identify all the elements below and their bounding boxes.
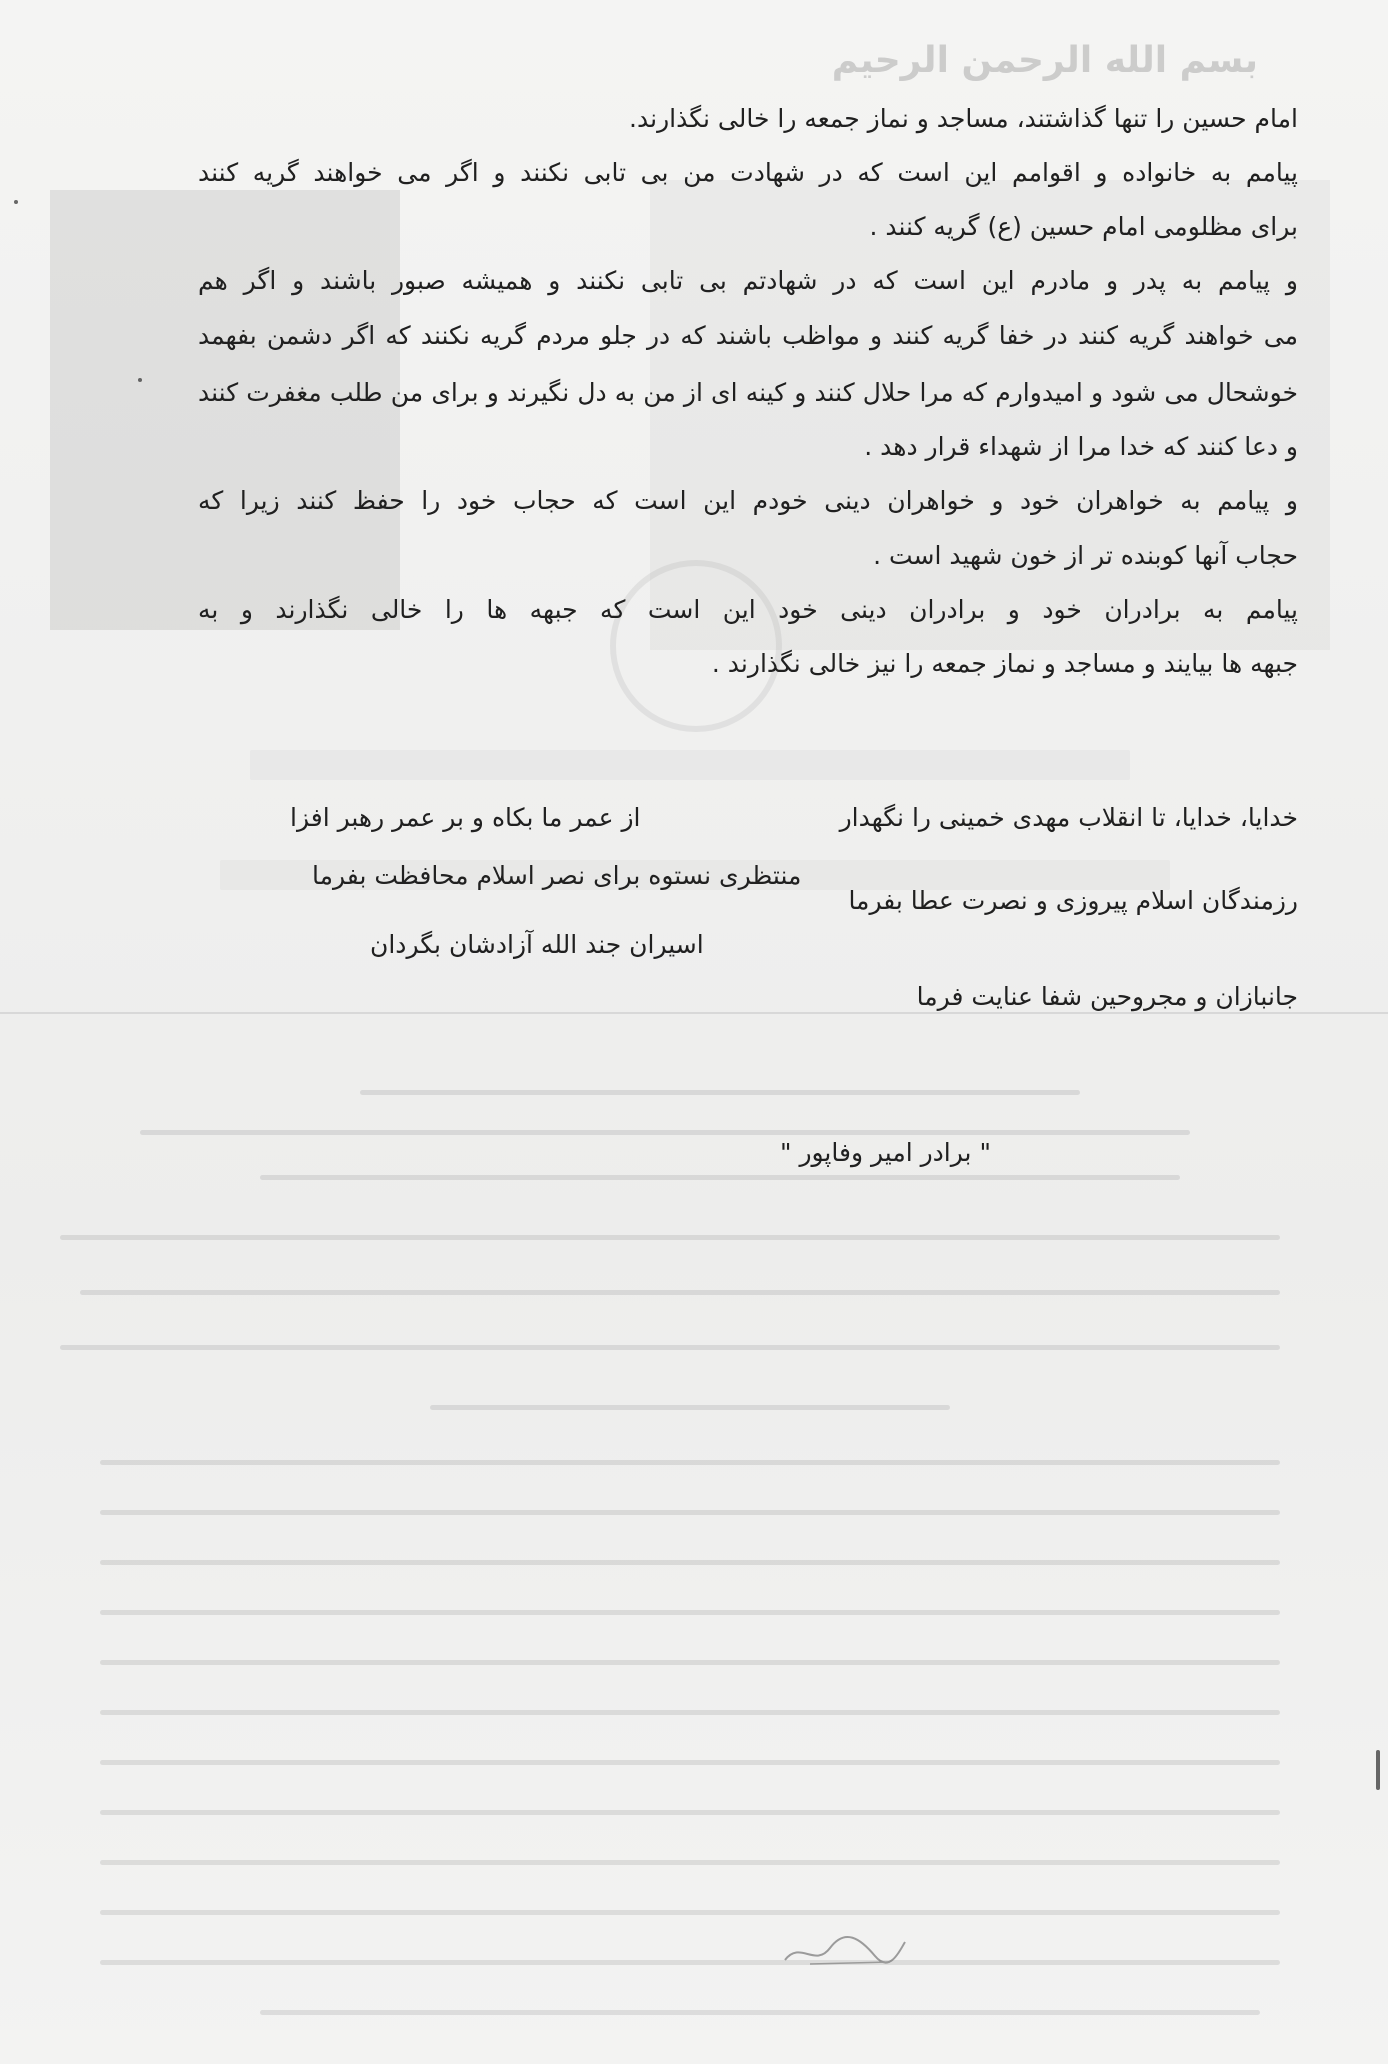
bleed-through-stamp bbox=[610, 560, 782, 732]
bleed-text-line bbox=[140, 1130, 1190, 1135]
bleed-text-line bbox=[100, 1910, 1280, 1915]
ink-speck bbox=[14, 200, 18, 204]
closing-name: " برادر امیر وفاپور " bbox=[780, 1138, 991, 1167]
letter-line: خوشحال می شود و امیدوارم که مرا حلال کنند و کینه ای از من به دل نگیرند و برای من طلب مغفرت کنند bbox=[198, 378, 1298, 407]
prayer-line: خدایا، خدایا، تا انقلاب مهدی خمینی را نگهدار bbox=[839, 803, 1298, 832]
prayer-line: اسیران جند الله آزادشان بگردان bbox=[370, 930, 704, 959]
bleed-text-line bbox=[360, 1090, 1080, 1095]
bleed-text-line bbox=[100, 1960, 1280, 1965]
prayer-line: رزمندگان اسلام پیروزی و نصرت عطا بفرما bbox=[848, 886, 1298, 915]
letter-line: و دعا کنند که خدا مرا از شهداء قرار دهد . bbox=[864, 432, 1298, 461]
ink-speck bbox=[138, 378, 142, 382]
prayer-line: جانبازان و مجروحین شفا عنایت فرما bbox=[916, 982, 1298, 1011]
letter-line: حجاب آنها کوبنده تر از خون شهید است . bbox=[873, 541, 1298, 570]
bleed-text-line bbox=[430, 1405, 950, 1410]
bleed-text-line bbox=[100, 1710, 1280, 1715]
bleed-text-line bbox=[100, 1810, 1280, 1815]
bleed-text-line bbox=[60, 1345, 1280, 1350]
signature-scribble bbox=[780, 1930, 910, 1970]
paper-fold-line bbox=[0, 1012, 1388, 1014]
bleed-through-photo-right bbox=[650, 180, 1330, 650]
letter-line: جبهه ها بیایند و مساجد و نماز جمعه را نیز خالی نگذارند . bbox=[711, 649, 1298, 678]
bleed-text-line bbox=[100, 1460, 1280, 1465]
bleed-text-line bbox=[260, 1175, 1180, 1180]
prayer-line: منتظری نستوه برای نصر اسلام محافظت بفرما bbox=[312, 861, 802, 890]
letter-line: و پیامم به پدر و مادرم این است که در شهادتم بی تابی نکنند و همیشه صبور باشند و اگر هم bbox=[198, 266, 1298, 295]
bleed-text-line bbox=[100, 1660, 1280, 1665]
bleed-text-line bbox=[80, 1290, 1280, 1295]
faded-heading: بسم الله الرحمن الرحیم bbox=[831, 40, 1258, 81]
letter-line: امام حسین را تنها گذاشتند، مساجد و نماز جمعه را خالی نگذارند. bbox=[629, 104, 1298, 133]
letter-line: برای مظلومی امام حسین (ع) گریه کنند . bbox=[869, 212, 1298, 241]
letter-line: پیامم به برادران خود و برادران دینی خود این است که جبهه ها را خالی نگذارند و به bbox=[198, 595, 1298, 624]
bleed-text-line bbox=[100, 1860, 1280, 1865]
bleed-text-line bbox=[100, 1760, 1280, 1765]
letter-line: پیامم به خانواده و اقوامم این است که در شهادت من بی تابی نکنند و اگر می خواهند گریه کنند bbox=[198, 158, 1298, 187]
bleed-text-line bbox=[100, 1610, 1280, 1615]
letter-line: می خواهند گریه کنند در خفا گریه کنند و مواظب باشند که در جلو مردم گریه نکنند که اگر دشمن بفهمد bbox=[198, 321, 1298, 350]
bleed-text-line bbox=[100, 1510, 1280, 1515]
bleed-text-line bbox=[60, 1235, 1280, 1240]
bleed-text-line bbox=[260, 2010, 1260, 2015]
ink-speck bbox=[1376, 1750, 1380, 1790]
bleed-text-line bbox=[100, 1560, 1280, 1565]
letter-line: و پیامم به خواهران خود و خواهران دینی خودم این است که حجاب خود را حفظ کنند زیرا که bbox=[198, 486, 1298, 515]
bleed-through-title bbox=[250, 750, 1130, 780]
prayer-line: از عمر ما بکاه و بر عمر رهبر افزا bbox=[290, 803, 641, 832]
